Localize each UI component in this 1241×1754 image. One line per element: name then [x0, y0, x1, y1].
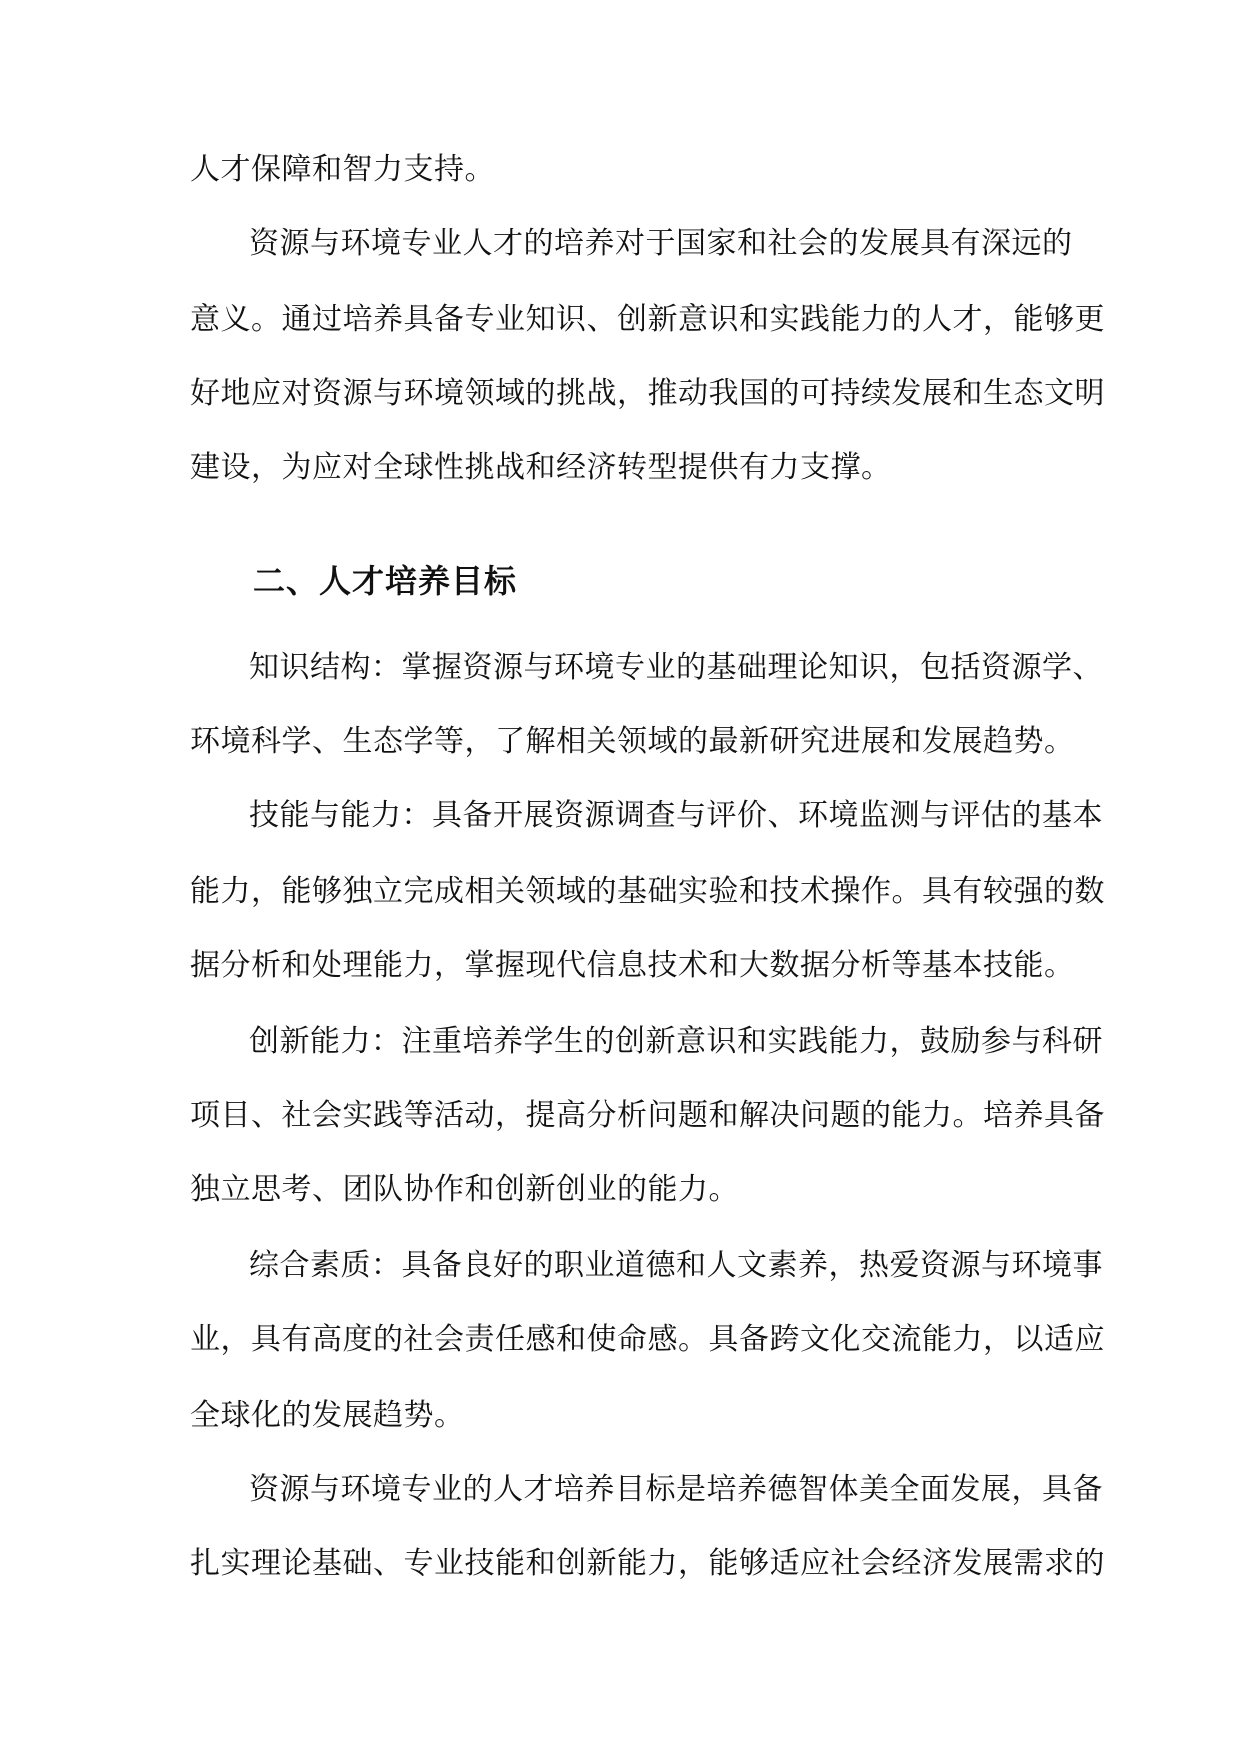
paragraph-first-line: 资源与环境专业的人才培养目标是培养德智体美全面发展，具备: [249, 1472, 1103, 1507]
text-line: 业，具有高度的社会责任感和使命感。具备跨文化交流能力，以适应: [190, 1322, 1105, 1357]
text-line: 人才保障和智力支持。: [190, 152, 495, 187]
text-line: 独立思考、团队协作和创新创业的能力。: [190, 1172, 739, 1207]
text-line: 好地应对资源与环境领域的挑战，推动我国的可持续发展和生态文明: [190, 376, 1105, 411]
paragraph-first-line: 综合素质：具备良好的职业道德和人文素养，热爱资源与环境事: [249, 1248, 1103, 1283]
text-line: 全球化的发展趋势。: [190, 1398, 465, 1433]
section-heading: 二、人才培养目标: [253, 562, 518, 600]
text-line: 建设，为应对全球性挑战和经济转型提供有力支撑。: [190, 450, 892, 485]
text-line: 据分析和处理能力，掌握现代信息技术和大数据分析等基本技能。: [190, 948, 1075, 983]
paragraph-first-line: 技能与能力：具备开展资源调查与评价、环境监测与评估的基本: [249, 798, 1103, 833]
paragraph-first-line: 知识结构：掌握资源与环境专业的基础理论知识，包括资源学、: [249, 650, 1103, 685]
text-line: 意义。通过培养具备专业知识、创新意识和实践能力的人才，能够更: [190, 302, 1105, 337]
text-line: 环境科学、生态学等，了解相关领域的最新研究进展和发展趋势。: [190, 724, 1075, 759]
paragraph-first-line: 资源与环境专业人才的培养对于国家和社会的发展具有深远的: [249, 226, 1073, 261]
text-line: 能力，能够独立完成相关领域的基础实验和技术操作。具有较强的数: [190, 874, 1105, 909]
paragraph-first-line: 创新能力：注重培养学生的创新意识和实践能力，鼓励参与科研: [249, 1024, 1103, 1059]
text-line: 项目、社会实践等活动，提高分析问题和解决问题的能力。培养具备: [190, 1098, 1105, 1133]
text-line: 扎实理论基础、专业技能和创新能力，能够适应社会经济发展需求的: [190, 1546, 1105, 1581]
